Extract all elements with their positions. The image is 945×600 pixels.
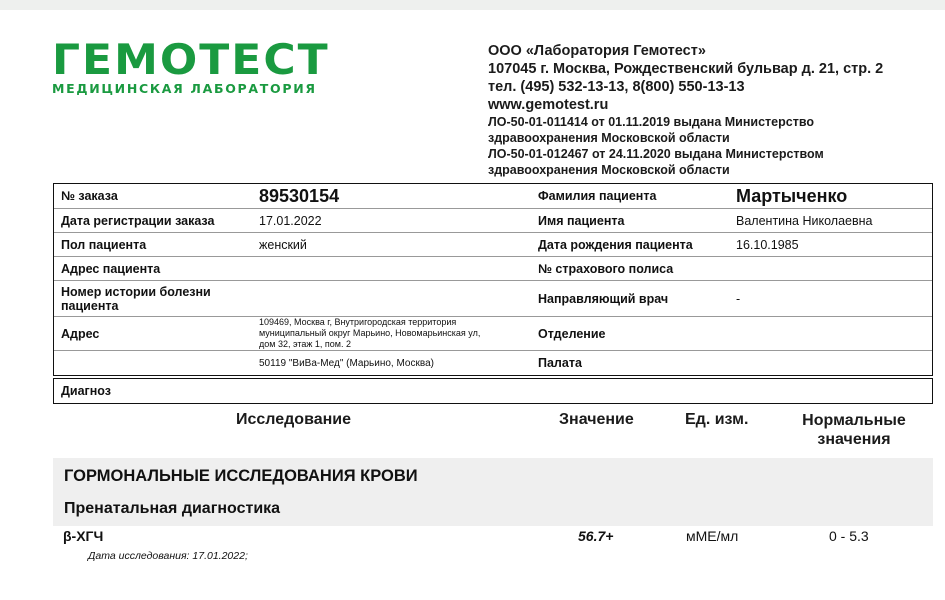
diagnosis-label: Диагноз: [61, 384, 111, 398]
test-norm: 0 - 5.3: [829, 528, 869, 544]
name-value: Валентина Николаевна: [736, 213, 873, 228]
sex-label: Пол пациента: [61, 237, 147, 252]
license-2-line-1: ЛО-50-01-012467 от 24.11.2020 выдана Министерством: [488, 147, 824, 161]
license-1-line-1: ЛО-50-01-011414 от 01.11.2019 выдана Министерство: [488, 115, 814, 129]
doctor-label: Направляющий врач: [538, 291, 669, 306]
norm-header-line-1: Нормальные: [802, 412, 906, 429]
norm-header-line-2: значения: [817, 431, 891, 448]
address-label: Адрес: [61, 326, 100, 341]
birth-date-value: 16.10.1985: [736, 237, 799, 252]
gemotest-logo: [52, 36, 330, 96]
test-name: β-ХГЧ: [63, 528, 104, 544]
ward-label: Палата: [538, 356, 582, 370]
section-title: ГОРМОНАЛЬНЫЕ ИССЛЕДОВАНИЯ КРОВИ: [64, 467, 418, 485]
test-value: 56.7+: [578, 528, 614, 544]
surname-value: Мартыченко: [736, 185, 848, 206]
department-label: Отделение: [538, 326, 606, 341]
value-column-header: Значение: [559, 411, 634, 428]
table-row: [54, 184, 932, 209]
birth-date-label: Дата рождения пациента: [538, 237, 693, 252]
section-header: [53, 458, 933, 526]
table-row: [54, 233, 932, 257]
name-label: Имя пациента: [538, 213, 625, 228]
history-label-line-2: пациента: [61, 298, 119, 313]
logo-wordmark: ГЕМОТЕСТ: [52, 36, 330, 85]
patient-address-value: [252, 257, 531, 280]
address-line-1: 109469, Москва г, Внутригородская территория: [259, 317, 457, 327]
diagnosis-row: [53, 378, 933, 404]
department-value: [729, 317, 932, 350]
history-value: [252, 281, 531, 316]
history-label: [54, 281, 252, 316]
clinic-value: 50119 "ВиВа-Мед" (Марьино, Москва): [259, 357, 434, 369]
sex-value: женский: [259, 237, 307, 252]
logo-tagline: МЕДИЦИНСКАЯ ЛАБОРАТОРИЯ: [52, 81, 317, 96]
table-row: [54, 351, 932, 375]
history-label-line-1: Номер истории болезни: [61, 284, 211, 299]
order-number: 89530154: [259, 185, 340, 206]
norm-column-header: [792, 411, 916, 449]
license-1-line-2: здравоохранения Московской области: [488, 131, 730, 145]
clinic-label: [54, 351, 252, 375]
policy-value: [729, 257, 932, 280]
address-line-3: дом 32, этаж 1, пом. 2: [259, 339, 351, 349]
study-column-header: Исследование: [236, 411, 351, 428]
ward-value: [729, 351, 932, 375]
doctor-value: -: [736, 291, 741, 306]
policy-label: № страхового полиса: [538, 261, 674, 276]
license-2-line-2: здравоохранения Московской области: [488, 163, 730, 177]
section-subtitle: Пренатальная диагностика: [64, 500, 281, 517]
company-phones: тел. (495) 532-13-13, 8(800) 550-13-13: [488, 79, 745, 95]
top-bar: [0, 0, 945, 10]
company-info: [488, 42, 883, 178]
reg-date-label: Дата регистрации заказа: [61, 213, 215, 228]
reg-date-value: 17.01.2022: [259, 213, 322, 228]
address-line-2: муниципальный округ Марьино, Новомарьинская ул,: [259, 328, 481, 338]
surname-label: Фамилия пациента: [538, 189, 657, 203]
address-value: [252, 317, 531, 350]
table-row: [54, 317, 932, 351]
test-unit: мМЕ/мл: [686, 528, 739, 544]
order-label: № заказа: [61, 189, 118, 203]
table-row: [54, 209, 932, 233]
unit-column-header: Ед. изм.: [685, 411, 749, 428]
test-date: Дата исследования: 17.01.2022;: [88, 550, 248, 562]
company-website: www.gemotest.ru: [488, 97, 609, 113]
company-name: ООО «Лаборатория Гемотест»: [488, 43, 706, 59]
company-address: 107045 г. Москва, Рождественский бульвар д. 21, стр. 2: [488, 61, 884, 77]
table-row: [54, 281, 932, 317]
patient-address-label: Адрес пациента: [61, 261, 161, 276]
patient-info-table: [53, 183, 933, 376]
table-row: [54, 257, 932, 281]
